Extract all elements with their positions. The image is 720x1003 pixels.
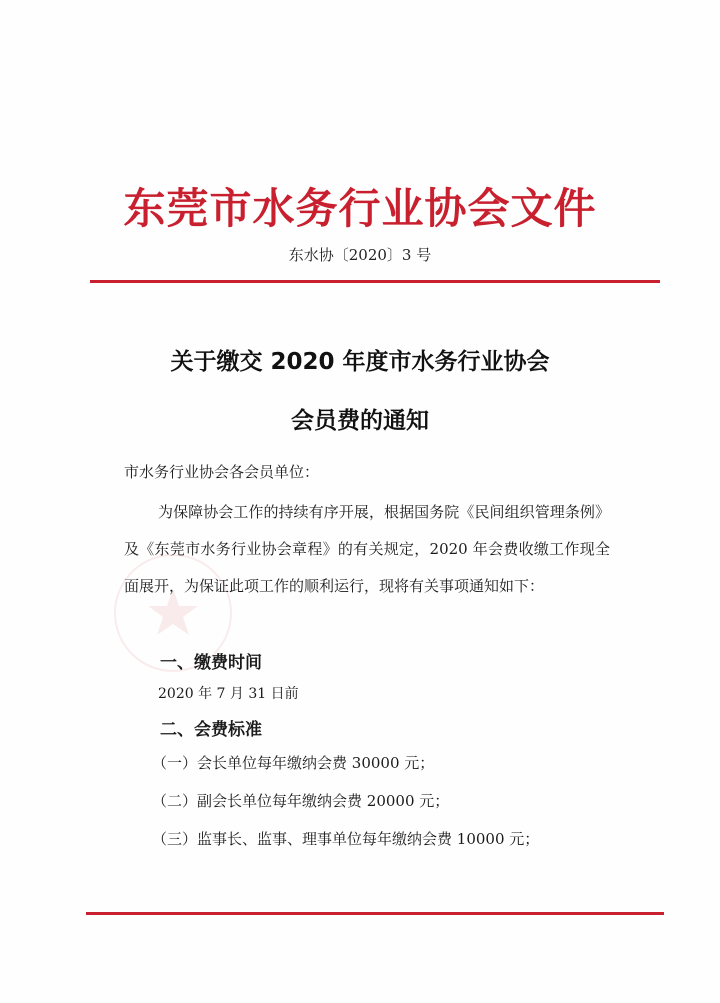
body-paragraph: 为保障协会工作的持续有序开展，根据国务院《民间组织管理条例》及《东莞市水务行业协会章程》的有关规定，2020 年会费收缴工作现全面展开，为保证此项工作的顺利运行，现将有关事项通知如下：	[124, 503, 610, 595]
notice-title-line-1: 关于缴交 2020 年度市水务行业协会	[170, 349, 550, 375]
red-divider-top	[90, 280, 660, 283]
red-divider-bottom	[86, 912, 664, 915]
fee-item: （一）会长单位每年缴纳会费 30000 元；	[152, 754, 435, 772]
fee-item: （二）副会长单位每年缴纳会费 20000 元；	[152, 792, 450, 810]
fee-item: （三）监事长、监事、理事单位每年缴纳会费 10000 元；	[152, 830, 540, 848]
notice-title-line-2: 会员费的通知	[291, 408, 429, 434]
salutation: 市水务行业协会各会员单位：	[124, 463, 320, 481]
payment-deadline: 2020 年 7 月 31 日前	[158, 686, 299, 702]
document-number: 东水协〔2020〕3 号	[288, 246, 432, 264]
org-document-title: 东莞市水务行业协会文件	[123, 184, 597, 233]
section-heading-fee-standard: 二、会费标准	[160, 720, 262, 740]
section-heading-payment-time: 一、缴费时间	[160, 653, 262, 673]
